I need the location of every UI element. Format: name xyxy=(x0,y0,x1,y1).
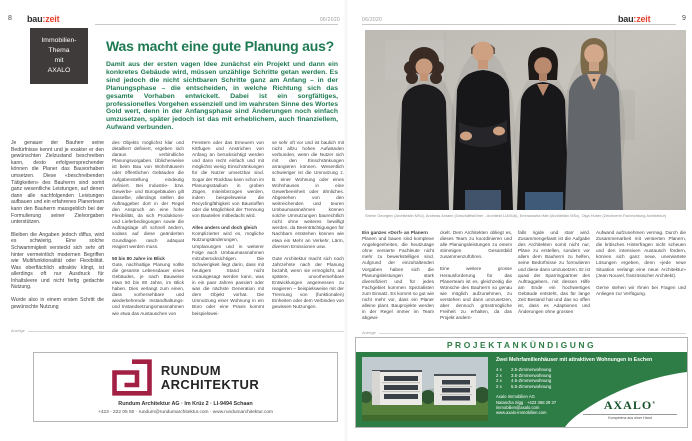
paragraph: Eine weitere grosse Herausforderung für das Planerteam ist es, gleichzeitig die Wünsche des Bauherrn so genau wie möglich aufzunehmen, zu verstehen und dann umzusetzen, aber dennoch grösstmögliche Freiheit zu erhalten, da das Projekt andern- xyxy=(440,266,512,321)
unit-label: 2.5-Zimmerwohnung xyxy=(511,367,552,372)
theme-box-line: mit xyxy=(54,57,64,64)
paragraph: des Objekts möglichst klar und detailliert definiert, ergeben sich daraus verbindliche Planungsvorgaben. Üblicherweise ist beim Bau von Wohnhäusern oder öffentlichen Gebäuden die Aufgabenstellung eindeutig definiert. Bei Industrie- bzw. Gewerbe- und Bürogebäuden gilt dasselbe, allerdings stellen die Auftraggeber dort in der Regel den Anspruch an eine hohe Flexibilität, da sich Produktions- und Lieferbedingungen sowie die Auftragslage oft schnell ändern, sodass auf diese geänderten Grundlagen rasch adäquat reagiert werden muss. xyxy=(112,140,184,249)
anzeige-rule xyxy=(28,331,344,332)
article-lead: Damit aus der ersten vagen Idee zunächst ein Projekt und dann ein konkretes Gebäude wird, müssen unzählige Schritte getan werden. Es sind jedoch die nicht sichtbaren Schritte ganz am Anfang – in der Planungsphase – die entscheiden, in welche Richtung sich das gesamte Vorhaben entwickelt. Dabei ist ein sorgfältiges, professionelles Vorgehen essenziell und im wahrsten Sinne des Wortes Gold wert, denn in der Anfangsphase sind Änderungen noch einfach umzusetzen, später jedoch ist das mit erheblichem, auch finanziellem, Aufwand verbunden. xyxy=(106,61,338,132)
anzeige-text: Anzeige xyxy=(362,331,376,335)
paragraph: Gute, nachhaltige Planung sollte die gesamte Lebensdauer eines Gebäudes, je nach Bauweise etwa 50 bis 80 Jahre, im Blick haben. Dies verlangt zum einen, dass vorhersehbare und wiederkehrende Instandhaltungs- und Instandsetzungsmassnahmen wie etwa das Austauschen von xyxy=(112,261,184,316)
team-photo-image xyxy=(365,30,686,210)
axalo-wordmark-text: AXALO xyxy=(603,397,653,412)
ad-green-panel xyxy=(356,352,687,427)
ad-headline: Zwei Mehrfamilienhäuser mit attraktiven Wohnungen in Eschen xyxy=(496,357,653,363)
article-title: Was macht eine gute Planung aus? xyxy=(106,38,335,54)
rundum-wordmark xyxy=(161,364,259,391)
left-issue-date: 06/2020 xyxy=(319,17,340,23)
anzeige-text: Anzeige xyxy=(11,329,25,333)
article-column xyxy=(112,140,184,332)
photo-caption: Sherin Georgiev (Architektin MSc), Andreas Amann (Geschäftsführer - Architekt LIA/SIA), Emmanuela Hatt (Architektin MSc), Olga Huber (Zeichnerin Fachrichtung Architektur) xyxy=(365,213,667,218)
subheading: Alles anders und doch gleich xyxy=(192,225,258,231)
rundum-logo-row xyxy=(112,359,259,396)
paragraph: Je genauer der Bauherr seine Bedürfnisse kennt und je exakter er den gewünschten Zielzustand beschreiben kann, desto erfolgversprechender können die Planer das Bauvorhaben umsetzen. Diese «beschreibenden Tätigkeiten» des Bauherrn sind somit ganz wesentliche Leistungen, auf denen dann alle nachfolgenden Leistungen aufbauen und ein erfahrenes Planerteam kann den Bauherrn massgeblich bei der Formulierung seiner Zielvorgaben unterstützen. xyxy=(11,140,104,226)
rundum-name-line2: ARCHITEKTUR xyxy=(160,376,260,392)
paragraph: ckelt. Dem Architekten obliegt es, dieses Team zu koordinieren und alle Planungsleistungen zu einem stimmigen Gesamtbild zusammenzuführen. xyxy=(440,230,512,260)
theme-box-line: AXALO xyxy=(47,67,71,74)
ad-contact-line: www.axalo-immobilien.com xyxy=(496,409,547,415)
subheading: 50 bis 80 Jahre im Blick xyxy=(112,255,165,261)
paragraph: Bleiben die Angaben jedoch diffus, wird es schwierig. Eine solche Schwammigkeit versteckt sich sehr oft hinter vermeintlich modernen Begriffen wie Multifunktionalität oder Flexibilität. Was oberflächlich attraktiv klingt, ist allerdings oft nur Ausdruck für Inhaltsleere und nicht fertig gedachte Nutzung. xyxy=(11,231,104,291)
subheading: Ein ganzes «Dorf» an Planern xyxy=(362,230,428,235)
unit-count: 4 x xyxy=(496,367,502,372)
paragraph: Planen und bauen sind komplexe Angelegenheiten, die heutzutage ohne versierte Fachleute nicht mehr zu bewerkstelligen sind. Aufgrund der einzuhaltenden Vorgaben haben sich die Planungsleistungen stark diversifiziert und für jedes Fachgebiet kommen Spezialisten zum Einsatz. Es kommt so gut wie nicht mehr vor, dass ein Planer alleine plant. Bauprojekte werden in der Regel immer im Team abgewi- xyxy=(362,236,434,321)
axalo-logo xyxy=(583,398,677,421)
anzeige-rule xyxy=(379,333,686,334)
right-header-rule xyxy=(362,24,676,25)
axalo-project-ad xyxy=(355,337,688,428)
paragraph: se sehr oft vor und ist baulich mit nicht allzu hohen Aufwänden verbunden, wenn die Nutzer sich mit den Einschränkungen arrangieren können. Wesentlich schwieriger ist die Umnutzung z. B. einer Wohnung oder eines Wohnhauses in eine Gewerbeeinheit oder ähnliches. Abgesehen von den weitreichenden und teuren Umbaumassnahmen können solche Umnutzungen baurechtlich nicht ohne weiteres bewilligt werden, da Beeinträchtigungen für Nachbarn entstehen können wie etwa ein Mehr an Verkehr, Lärm, diversen Emissionen usw. xyxy=(272,140,344,249)
axalo-tagline: Kompetenz aus einer Hand xyxy=(583,414,677,421)
ad-contact-line: immobilien@axalo.com xyxy=(496,404,540,410)
bauzeit-logo-black: bau xyxy=(27,14,43,24)
theme-box-line: Thema xyxy=(48,47,70,54)
unit-count: 2 x xyxy=(496,378,502,384)
paragraph: Gerne stehen wir Ihnen bei Fragen und Anliegen zur Verfügung. xyxy=(596,284,686,296)
unit-label: 4.5-Zimmerwohnung xyxy=(511,378,552,384)
theme-box-line: Immobilien- xyxy=(41,37,77,44)
right-page-number: 9 xyxy=(682,15,686,22)
registered-mark: ® xyxy=(652,399,657,405)
page-fold xyxy=(344,0,348,441)
axalo-wordmark xyxy=(583,398,677,413)
rundum-architektur-ad xyxy=(33,352,338,422)
paragraph: Gute Architektur macht sich noch Jahrzehnte nach der Planung bezahlt, wenn sie ermöglicht, auf spätere, unvorhersehbare Entwicklungen angemessen zu reagieren – beispielsweise mit der Trennung von (funktionalen) Einheiten oder dem Verbinden von gewissen Nutzungen. xyxy=(272,255,344,310)
paragraph: Wurde also in einem ersten Schritt die gewünschte Nutzung xyxy=(11,297,104,310)
ad-contact-line: Natascha Sigg · +423 368 29 37 xyxy=(496,399,557,405)
left-page-number: 8 xyxy=(8,15,12,22)
ad-contact-line: Axalo Immobilien AG xyxy=(496,394,535,400)
unit-label: 5.5-Zimmerwohnung xyxy=(511,383,552,389)
bauzeit-logo xyxy=(27,14,59,24)
article-column xyxy=(596,230,686,332)
unit-label: 3.5-Zimmerwohnung xyxy=(511,372,552,378)
paragraph: Aufwand aufzunehmen vermag. Durch die Zusammenarbeit mit versierten Planern, die kritisches Hinterfragen nicht scheuen und den intensiven Austausch fördern, können sich ganz neue, unerwartete Lösungen ergeben, denn «jede neue Situation verlangt eine neue Architektur» (Jean Nouvel, französischer Architekt). xyxy=(596,230,686,278)
anzeige-label-right xyxy=(362,331,686,335)
right-article-body xyxy=(362,230,686,332)
article-column xyxy=(362,230,434,332)
article-column xyxy=(518,230,590,332)
theme-box xyxy=(30,28,88,84)
article-column xyxy=(192,140,264,332)
rundum-logo-icon xyxy=(112,359,152,396)
article-column xyxy=(440,230,512,332)
bauzeit-logo xyxy=(618,14,650,24)
left-article-body xyxy=(11,140,344,332)
rundum-contact: +423 - 222 05 50 · rundum@rundumarchitektur.com · www.rundumarchitektur.com xyxy=(97,410,274,415)
building-render-image xyxy=(362,357,488,421)
right-issue-date: 06/2020 xyxy=(362,17,383,23)
paragraph: Komplizierter wird es, mögliche Nutzungsänderungen, Umplanungen und in weiterer Folge auch Umbaumassnahmen mitzuberücksichtigen. Die Schwierigkeit liegt darin, dass mit heutigem Stand nicht vorausgesagt werden kann, was in ein paar Jahren passiert oder was die nächste Generation mit dem Objekt vorhat. Die Umnutzung einer Wohnung in ein Büro oder eine Praxis kommt beispielswei- xyxy=(192,231,264,316)
rundum-name-line1: RUNDUM xyxy=(160,363,222,378)
article-column xyxy=(11,140,104,332)
anzeige-label-left xyxy=(11,329,344,333)
article-column xyxy=(272,140,344,332)
left-header-rule xyxy=(95,24,338,25)
paragraph: Fenstern oder das Erneuern von Kittfugen und Anstrichen von Anfang an berücksichtigt werden und dann recht einfach und mit möglichst wenig Einschränkungen für die Nutzer umsetzbar sind. Sogar der Rückbau kann schon im Planungsstadium in groben Zügen, miteinbezogen werden, indem beispielsweise die Recyclingfähigkeit von Baustoffen oder die Möglichkeit der Trennung von Bauteilen mitbedacht wird. xyxy=(192,140,264,219)
bauzeit-logo-red: :zeit xyxy=(42,14,60,24)
paragraph: falls rigide und starr wird. Zusammengefasst ist die Aufgabe des Architekten somit nicht nur, Pläne zu erstellen, sondern vor allem dem Bauherrn zu helfen, seine Bedürfnisse zu formulieren und diese dann umzusetzen. Er ist quasi der Sparringpartner des Auftraggebers, mit dessen Hilfe am Ende ein hochwertiges Gebäude entsteht, das für lange Zeit Bestand hat und das so offen ist, dass es Adaptionen und Änderungen ohne grossen xyxy=(518,230,590,315)
unit-count: 2 x xyxy=(496,383,502,389)
rundum-address: Rundum Architektur AG · Im Krüz 2 · LI-9494 Schaan xyxy=(118,401,253,407)
unit-count: 2 x xyxy=(496,372,502,378)
bauzeit-logo-red: :zeit xyxy=(633,14,651,24)
bauzeit-logo-black: bau xyxy=(618,14,634,24)
ad-header-title: PROJEKTANKÜNDIGUNG xyxy=(446,340,597,350)
